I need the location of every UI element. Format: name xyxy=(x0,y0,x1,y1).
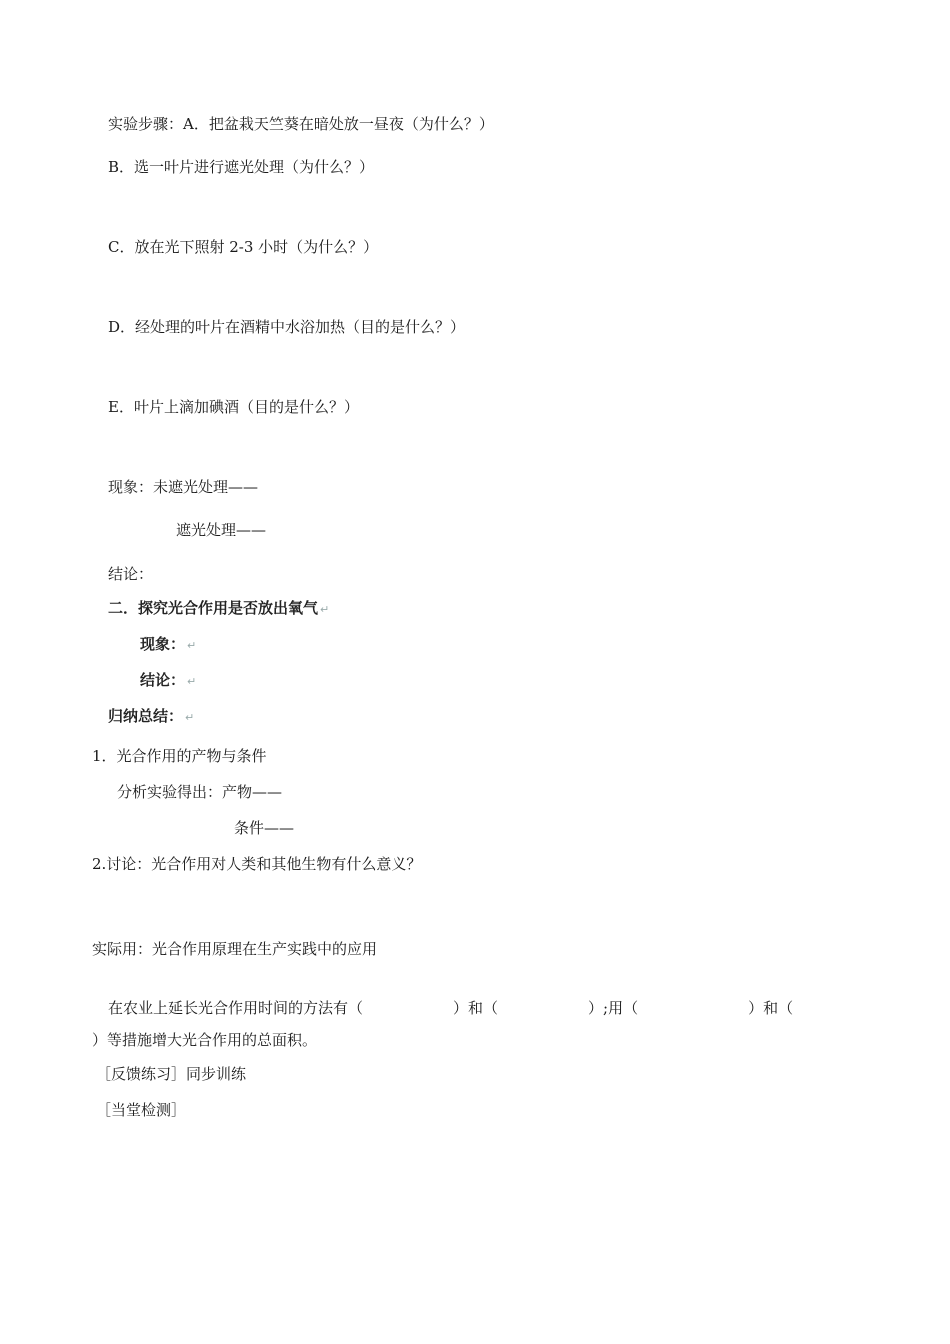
summary-item-1: 1．光合作用的产物与条件 xyxy=(92,747,267,765)
feedback-practice: ［反馈练习］同步训练 xyxy=(96,1065,247,1083)
application-fill-line xyxy=(108,998,793,1018)
paragraph-mark-icon: ↵ xyxy=(320,603,330,616)
section2-summary-text: 归纳总结： xyxy=(108,707,184,725)
classroom-check: ［当堂检测］ xyxy=(96,1101,187,1119)
step-e: E．叶片上滴加碘酒（目的是什么？） xyxy=(108,398,359,416)
step-a: 实验步骤：A．把盆栽天竺葵在暗处放一昼夜（为什么？） xyxy=(108,115,494,133)
section2-title-text: 二．探究光合作用是否放出氧气 xyxy=(108,599,319,617)
phenomenon-shaded: 遮光处理—— xyxy=(176,521,267,539)
summary-analysis: 分析实验得出：产物—— xyxy=(117,783,283,801)
conclusion-1: 结论： xyxy=(108,565,154,583)
section2-phenomenon xyxy=(140,634,196,656)
application-title: 实际用：光合作用原理在生产实践中的应用 xyxy=(92,940,378,958)
section2-conclusion xyxy=(140,670,196,692)
phenomenon-unshaded: 现象：未遮光处理—— xyxy=(108,478,259,496)
section2-phenomenon-text: 现象： xyxy=(140,635,186,653)
section2-conclusion-text: 结论： xyxy=(140,671,186,689)
step-d: D．经处理的叶片在酒精中水浴加热（目的是什么？） xyxy=(108,318,466,336)
section2-summary xyxy=(108,706,194,728)
paragraph-mark-icon: ↵ xyxy=(187,639,197,652)
section2-title xyxy=(108,598,329,620)
paragraph-mark-icon: ↵ xyxy=(187,675,197,688)
fill-text-1: 在农业上延长光合作用时间的方法有（ xyxy=(108,999,364,1017)
paragraph-mark-icon: ↵ xyxy=(185,711,195,724)
step-c: C．放在光下照射 2-3 小时（为什么？） xyxy=(108,238,379,256)
fill-text-4: ）和（ xyxy=(748,999,794,1017)
application-fill-line-2: ）等措施增大光合作用的总面积。 xyxy=(92,1031,318,1049)
fill-text-2: ）和（ xyxy=(453,999,499,1017)
summary-conditions: 条件—— xyxy=(234,819,295,837)
summary-item-2: 2.讨论：光合作用对人类和其他生物有什么意义？ xyxy=(92,855,422,873)
fill-text-3: ）;用（ xyxy=(588,999,639,1017)
step-b: B．选一叶片进行遮光处理（为什么？） xyxy=(108,158,375,176)
